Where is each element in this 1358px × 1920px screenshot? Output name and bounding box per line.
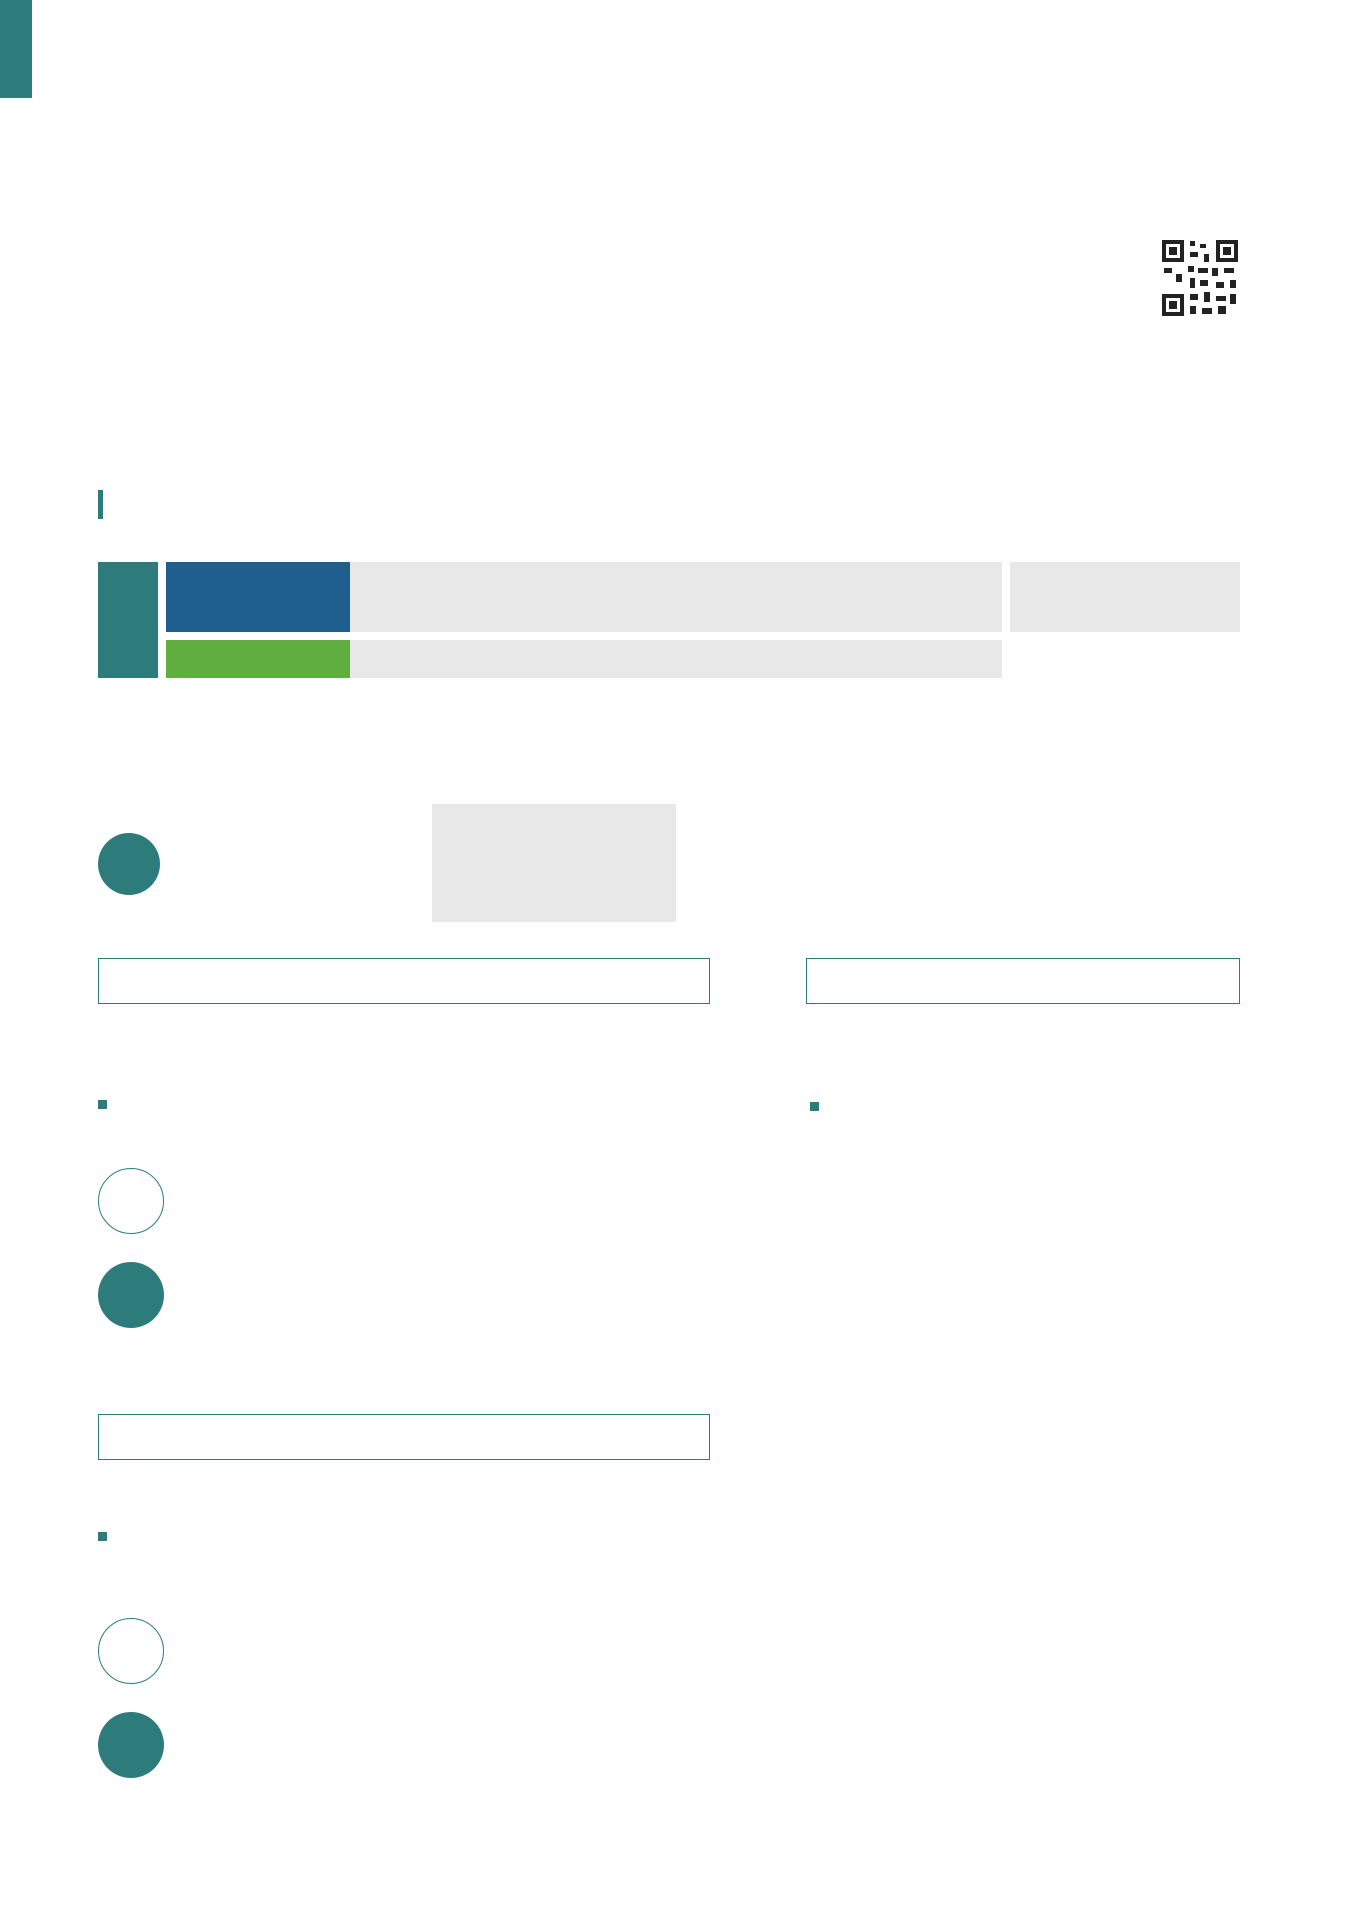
tech-title [98, 1414, 710, 1460]
manufacturing-title [806, 958, 1240, 1004]
stats-box [432, 804, 676, 922]
industry-pie-undergrad [740, 1130, 1260, 1520]
employment-rate-label [98, 833, 160, 895]
doctor-majors [1010, 562, 1240, 632]
large-company-caption [98, 1098, 115, 1114]
large-company-title [98, 958, 710, 1004]
social-env-major [350, 640, 1002, 678]
social-env-school [166, 640, 350, 678]
tech-caption [98, 1530, 115, 1546]
caption-square-icon [98, 1532, 107, 1541]
qr-code-icon[interactable] [1160, 238, 1240, 318]
industry-pie-grad [740, 1520, 1260, 1850]
manufacturing-caption [810, 1100, 827, 1116]
corner-accent [0, 0, 32, 98]
tech-row-undergrad-label [98, 1618, 164, 1684]
graduate-school-label [98, 562, 158, 678]
engineering-school [166, 562, 350, 632]
job-type-chart [0, 0, 1, 1]
caption-square-icon [810, 1102, 819, 1111]
engineering-majors [350, 562, 1002, 632]
tech-row-grad-label [98, 1712, 164, 1778]
caption-square-icon [98, 1100, 107, 1109]
large-row-undergrad-label [98, 1168, 164, 1234]
majors-heading [98, 490, 127, 519]
large-row-grad-label [98, 1262, 164, 1328]
